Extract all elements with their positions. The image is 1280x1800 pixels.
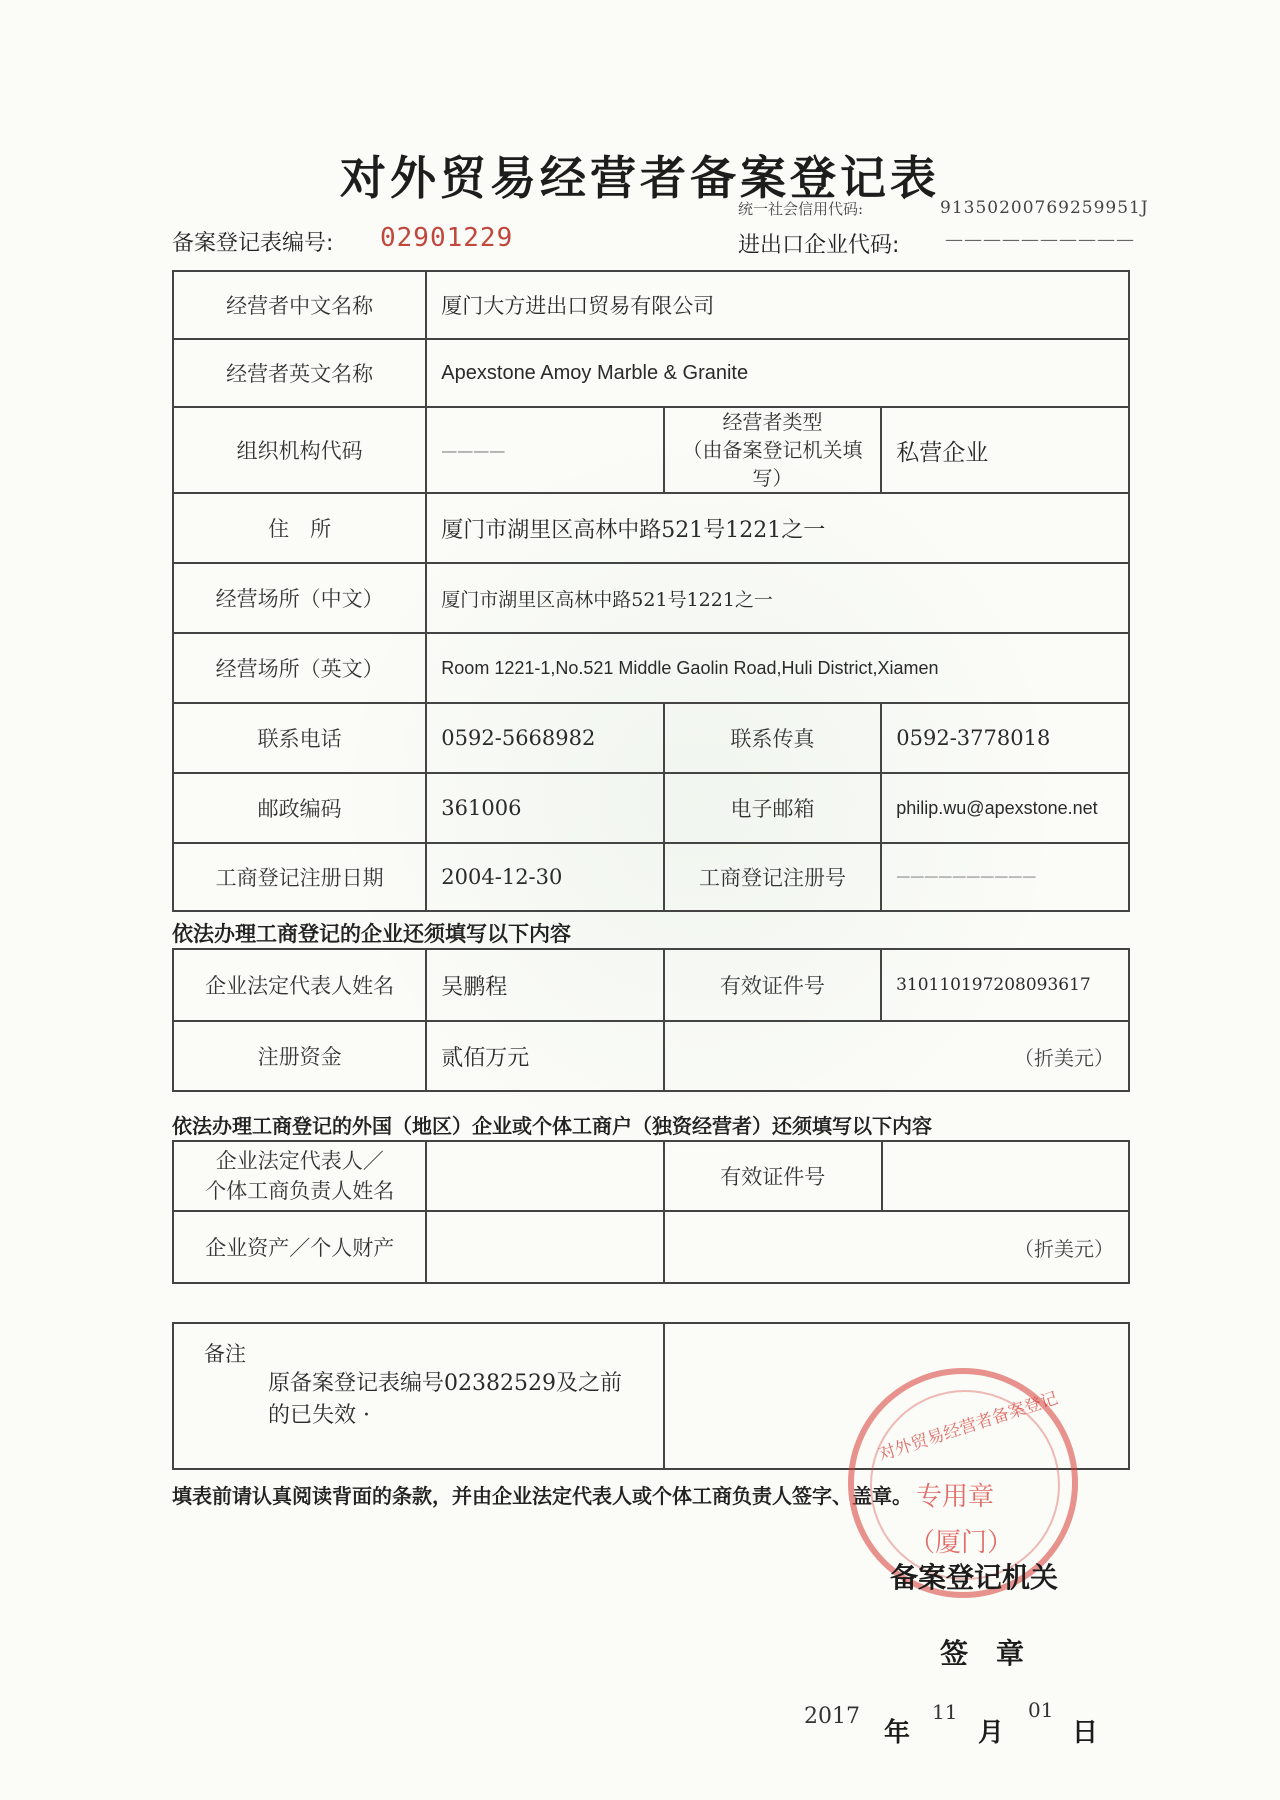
- reg-no-label: 工商登记注册号: [664, 843, 881, 911]
- org-code-value: ————: [426, 407, 664, 493]
- reg-no-value: ——————————: [881, 843, 1129, 911]
- instruction-text: 填表前请认真阅读背面的条款，并由企业法定代表人或个体工商负责人签字、盖章。: [172, 1484, 912, 1508]
- date-month: 11: [932, 1700, 958, 1724]
- foreign-rep-label-line2: 个体工商负责人姓名: [205, 1179, 395, 1203]
- rep-name-value: 吴鹏程: [426, 949, 663, 1021]
- foreign-enterprise-table: [172, 1140, 1130, 1284]
- capital-usd-cell: [664, 1021, 1129, 1091]
- foreign-rep-label-line1: 企业法定代表人／: [215, 1149, 384, 1173]
- asset-usd-cell: [664, 1211, 1129, 1283]
- table-row: [173, 563, 1129, 633]
- form-no: 02901229: [380, 223, 514, 253]
- remarks-text-line1: 原备案登记表编号02382529及之前: [268, 1371, 622, 1396]
- date-month-unit: 月: [978, 1718, 1005, 1748]
- capital-value: 贰佰万元: [426, 1021, 663, 1091]
- main-info-table: [172, 270, 1130, 912]
- sign-seal-label: 签 章: [940, 1637, 1025, 1670]
- rep-name-label: 企业法定代表人姓名: [173, 949, 426, 1021]
- remarks-label: 备注: [204, 1342, 246, 1366]
- place-cn-value: 厦门市湖里区高林中路521号1221之一: [426, 563, 1129, 633]
- date-year-unit: 年: [884, 1718, 911, 1748]
- section2-heading: 依法办理工商登记的企业还须填写以下内容: [172, 922, 571, 946]
- reg-date-value: 2004-12-30: [426, 843, 664, 911]
- ie-code-label: 进出口企业代码:: [738, 233, 900, 258]
- document-title: 对外贸易经营者备案登记表: [340, 151, 940, 205]
- seal-text-arc: 对外贸易经营者备案登记: [876, 1388, 1061, 1466]
- authority-label: 备案登记机关: [890, 1561, 1059, 1594]
- credit-code: 91350200769259951J: [940, 198, 1149, 218]
- table-row: [173, 271, 1129, 339]
- foreign-rep-value: [426, 1141, 663, 1211]
- en-name-value: Apexstone Amoy Marble & Granite: [426, 339, 1129, 407]
- cn-name-label: 经营者中文名称: [173, 271, 426, 339]
- table-row: [173, 1211, 1129, 1283]
- foreign-id-value: [882, 1141, 1129, 1211]
- seal-text-center: 专用章: [916, 1482, 995, 1512]
- legal-rep-table: [172, 948, 1130, 1092]
- capital-label: 注册资金: [173, 1021, 426, 1091]
- table-row: [173, 493, 1129, 563]
- reg-date-label: 工商登记注册日期: [173, 843, 426, 911]
- fax-label: 联系传真: [664, 703, 881, 773]
- table-row: [173, 339, 1129, 407]
- operator-type-title: 经营者类型: [722, 410, 823, 434]
- id-no-label: 有效证件号: [664, 949, 881, 1021]
- table-row: [173, 949, 1129, 1021]
- date-year: 2017: [804, 1704, 860, 1729]
- foreign-id-label: 有效证件号: [664, 1141, 882, 1211]
- ie-code: ——————————: [945, 229, 1135, 250]
- table-row: [173, 1141, 1129, 1211]
- place-en-value: Room 1221-1,No.521 Middle Gaolin Road,Huli District,Xiamen: [426, 633, 1129, 703]
- operator-type-value: 私营企业: [881, 407, 1129, 493]
- form-no-label: 备案登记表编号:: [172, 231, 334, 256]
- credit-code-label: 统一社会信用代码:: [738, 200, 864, 218]
- fax-value: 0592-3778018: [881, 703, 1129, 773]
- table-row: [173, 1021, 1129, 1091]
- asset-value: [426, 1211, 663, 1283]
- table-row: [173, 843, 1129, 911]
- address-value: 厦门市湖里区高林中路521号1221之一: [426, 493, 1129, 563]
- org-code-label: 组织机构代码: [173, 407, 426, 493]
- phone-value: 0592-5668982: [426, 703, 664, 773]
- table-row: [173, 773, 1129, 843]
- place-en-label: 经营场所（英文）: [173, 633, 426, 703]
- capital-usd-label: （折美元）: [1014, 1045, 1114, 1070]
- en-name-label: 经营者英文名称: [173, 339, 426, 407]
- table-row: [173, 703, 1129, 773]
- place-cn-label: 经营场所（中文）: [173, 563, 426, 633]
- operator-type-label: [664, 407, 881, 493]
- phone-label: 联系电话: [173, 703, 426, 773]
- asset-usd-label: （折美元）: [1014, 1236, 1114, 1261]
- asset-label: 企业资产／个人财产: [173, 1211, 426, 1283]
- date-day: 01: [1028, 1698, 1054, 1722]
- address-label: 住 所: [173, 493, 426, 563]
- seal-text-city: （厦门）: [909, 1528, 1014, 1558]
- email-label: 电子邮箱: [664, 773, 881, 843]
- remarks-text-line2: 的已失效 ·: [268, 1403, 370, 1428]
- foreign-rep-label: [173, 1141, 426, 1211]
- cn-name-value: 厦门大方进出口贸易有限公司: [426, 271, 1129, 339]
- email-value: philip.wu@apexstone.net: [881, 773, 1129, 843]
- table-row: [173, 633, 1129, 703]
- section3-heading: 依法办理工商登记的外国（地区）企业或个体工商户（独资经营者）还须填写以下内容: [172, 1114, 932, 1138]
- date-day-unit: 日: [1072, 1718, 1099, 1748]
- table-row: [173, 407, 1129, 493]
- postcode-label: 邮政编码: [173, 773, 426, 843]
- id-no-value: 310110197208093617: [881, 949, 1129, 1021]
- postcode-value: 361006: [426, 773, 664, 843]
- remarks-cell: [173, 1323, 664, 1469]
- operator-type-subtitle: （由备案登记机关填写）: [682, 438, 863, 490]
